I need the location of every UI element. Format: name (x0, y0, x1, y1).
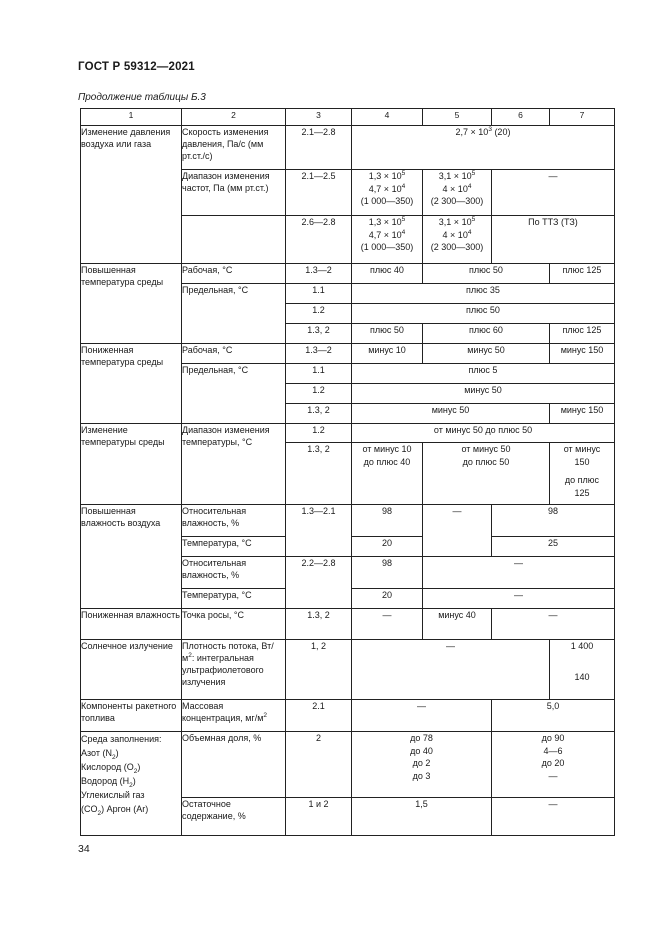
table-header-row (81, 109, 615, 126)
factor-cell: Пониженная температура среды (81, 344, 182, 424)
value-cell: — (352, 640, 550, 700)
param-cell (182, 216, 286, 264)
table-row (81, 424, 615, 443)
param-cell: Температура, °С (182, 537, 286, 557)
ref-cell: 1.3, 2 (286, 324, 352, 344)
value-cell: минус 10 (352, 344, 423, 364)
value-cell: — (492, 170, 615, 216)
param-cell: Относительная влажность, % (182, 505, 286, 537)
value-cell: — (492, 609, 615, 640)
table-row (81, 609, 615, 640)
ref-cell: 2 (286, 732, 352, 798)
table-caption: Продолжение таблицы Б.3 (78, 92, 206, 103)
ref-cell: 1.3, 2 (286, 404, 352, 424)
value-cell: 25 (492, 537, 615, 557)
value-cell: $1,3 \times 10^5$ $4,7 \times 10^4$ (1 000—350) (352, 170, 423, 216)
value-cell: плюс 50 (352, 304, 615, 324)
page-number: 34 (78, 843, 90, 855)
value-cell: 98 (352, 557, 423, 589)
value-cell: 20 (352, 589, 423, 609)
value-cell: до 90 4—6 до 20 — (492, 732, 615, 798)
value-cell: от минус 50 до плюс 50 (423, 443, 550, 505)
factor-cell: Компоненты ракетного топлива (81, 700, 182, 732)
value-cell: $3,1 \times 10^5$ $4 \times 10^4$ (2 300—300) (423, 170, 492, 216)
param-cell: Рабочая, °С (182, 344, 286, 364)
factor-cell: Повышенная температура среды (81, 264, 182, 344)
ref-cell: 1.2 (286, 384, 352, 404)
value-cell: от минус 50 до плюс 50 (352, 424, 615, 443)
factor-cell: Изменение температуры среды (81, 424, 182, 505)
param-cell: Относительная влажность, % (182, 557, 286, 589)
table-row (81, 505, 615, 537)
value-cell: По ТТЗ (ТЗ) (492, 216, 615, 264)
value-cell: плюс 125 (550, 264, 615, 284)
param-cell: Скорость изменения давления, Па/с (мм рт.ст./с) (182, 126, 286, 170)
ref-cell: 1.3, 2 (286, 609, 352, 640)
value-cell: до 78 до 40 до 2 до 3 (352, 732, 492, 798)
column-header: 5 (423, 109, 492, 126)
ref-cell: 1 и 2 (286, 798, 352, 836)
factor-cell: Повышенная влажность воздуха (81, 505, 182, 609)
table-row (81, 700, 615, 732)
value-cell: минус 50 (352, 404, 550, 424)
value-cell: — (492, 798, 615, 836)
value-cell: 1,5 (352, 798, 492, 836)
value-cell: — (352, 700, 492, 732)
param-cell: Остаточное содержание, % (182, 798, 286, 836)
value-cell: 5,0 (492, 700, 615, 732)
ref-cell: 2.6—2.8 (286, 216, 352, 264)
param-cell: Массовая концентрация, $мг/м^2$ (182, 700, 286, 732)
value-cell: минус 150 (550, 404, 615, 424)
value-cell: от минус 150 до плюс 125 (550, 443, 615, 505)
column-header: 6 (492, 109, 550, 126)
value-cell: минус 50 (423, 344, 550, 364)
value-cell: $3,1 \times 10^5$ $4 \times 10^4$ (2 300—300) (423, 216, 492, 264)
column-header: 1 (81, 109, 182, 126)
param-cell: Рабочая, °С (182, 264, 286, 284)
ref-cell: 2.1—2.8 (286, 126, 352, 170)
ref-cell: 1.1 (286, 364, 352, 384)
ref-cell: 1.3—2.1 (286, 505, 352, 557)
param-cell: Плотность потока, $Вт/м^2$: интегральная ультрафиолетового излучения (182, 640, 286, 700)
factor-cell: Среда заполнения: Азот $(N_2)$ Кислород $(O_2)$ Водород $(H_2)$ Углекислый газ $(CO_2)$ Аргон (Ar) (81, 732, 182, 836)
value-cell: плюс 5 (352, 364, 615, 384)
ref-cell: 2.1 (286, 700, 352, 732)
value-cell: минус 150 (550, 344, 615, 364)
value-cell: плюс 40 (352, 264, 423, 284)
param-cell: Предельная, °С (182, 284, 286, 344)
param-cell: Точка росы, °С (182, 609, 286, 640)
column-header: 2 (182, 109, 286, 126)
table-row (81, 732, 615, 798)
value-cell: $2,7 \times 10^3$ (20) (352, 126, 615, 170)
param-cell: Температура, °С (182, 589, 286, 609)
param-cell: Диапазон изменения температуры, °С (182, 424, 286, 505)
parameters-table (80, 108, 615, 836)
value-cell: 98 (492, 505, 615, 537)
ref-cell: 1.3—2 (286, 344, 352, 364)
value-cell: 20 (352, 537, 423, 557)
table-row (81, 126, 615, 170)
value-cell: — (352, 609, 423, 640)
param-cell: Диапазон изменения частот, Па (мм рт.ст.) (182, 170, 286, 216)
param-cell: Объемная доля, % (182, 732, 286, 798)
value-cell: 1 400 140 (550, 640, 615, 700)
value-cell: от минус 10 до плюс 40 (352, 443, 423, 505)
value-cell: плюс 60 (423, 324, 550, 344)
factor-cell: Солнечное излучение (81, 640, 182, 700)
value-cell: минус 40 (423, 609, 492, 640)
ref-cell: 1.3, 2 (286, 443, 352, 505)
value-cell: плюс 50 (423, 264, 550, 284)
table-row (81, 264, 615, 284)
value-cell: минус 50 (352, 384, 615, 404)
table-row (81, 344, 615, 364)
ref-cell: 1.2 (286, 424, 352, 443)
ref-cell: 2.1—2.5 (286, 170, 352, 216)
ref-cell: 1.3—2 (286, 264, 352, 284)
value-cell: плюс 35 (352, 284, 615, 304)
ref-cell: 1.2 (286, 304, 352, 324)
table-row (81, 640, 615, 700)
value-cell: $1,3 \times 10^5$ $4,7 \times 10^4$ (1 000—350) (352, 216, 423, 264)
param-cell: Предельная, °С (182, 364, 286, 424)
column-header: 3 (286, 109, 352, 126)
column-header: 7 (550, 109, 615, 126)
value-cell: — (423, 557, 615, 589)
ref-cell: 1, 2 (286, 640, 352, 700)
value-cell: — (423, 505, 492, 557)
column-header: 4 (352, 109, 423, 126)
value-cell: — (423, 589, 615, 609)
factor-cell: Изменение давления воздуха или газа (81, 126, 182, 264)
document-header-title: ГОСТ Р 59312—2021 (78, 61, 195, 73)
value-cell: плюс 50 (352, 324, 423, 344)
ref-cell: 2.2—2.8 (286, 557, 352, 609)
value-cell: 98 (352, 505, 423, 537)
factor-cell: Пониженная влажность (81, 609, 182, 640)
value-cell: плюс 125 (550, 324, 615, 344)
ref-cell: 1.1 (286, 284, 352, 304)
